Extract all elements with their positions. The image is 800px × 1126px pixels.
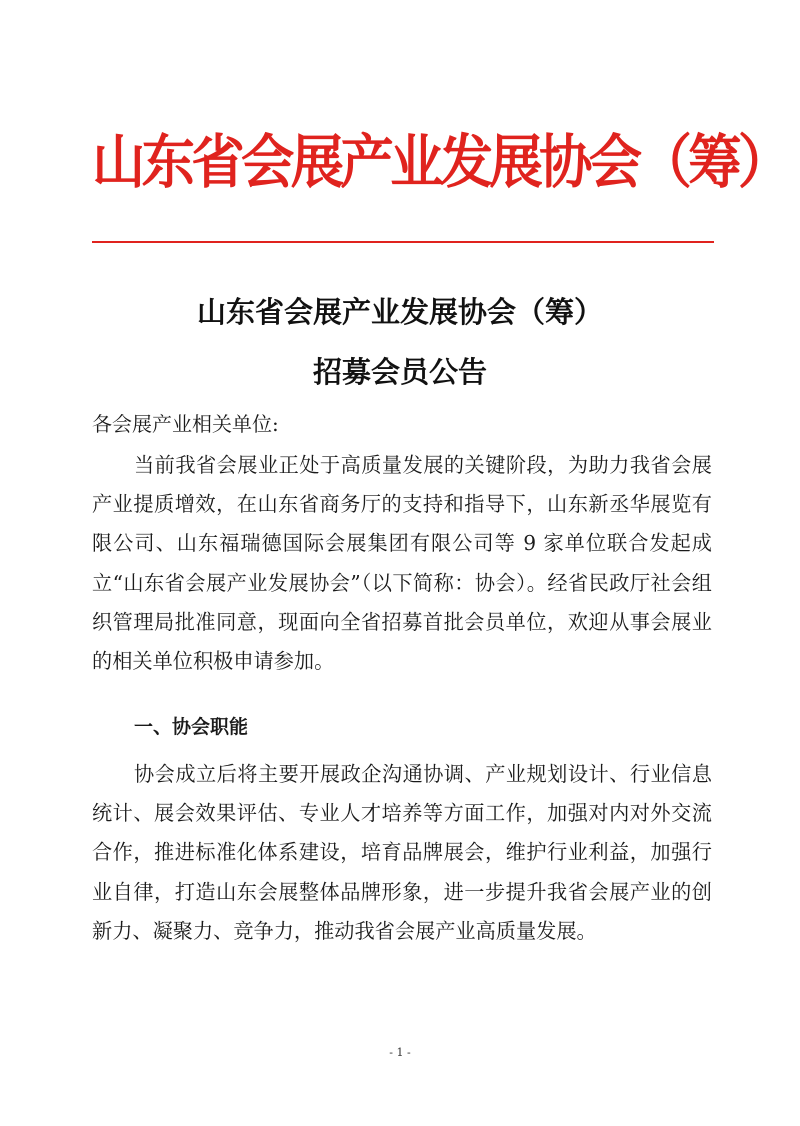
page-number: - 1 - xyxy=(389,1046,411,1059)
intro-paragraph: 当前我省会展业正处于高质量发展的关键阶段，为助力我省会展产业提质增效，在山东省商务厅的支持和指导下，山东新丞华展览有限公司、山东福瑞德国际会展集团有限公司等 9 家单位联合发起成立“山东省会展产业发展协会”（以下简称：协会）。经省民政厅社会组织管理局批准同意，现面向全省招募首批会员单位，欢迎从事会展业的相关单位积极申请参加。 xyxy=(92,453,712,674)
document-title: 山东省会展产业发展协会（筹） xyxy=(196,295,603,329)
document-subtitle: 招募会员公告 xyxy=(312,355,487,389)
letterhead-divider xyxy=(92,241,714,243)
letterhead-title: 山东省会展产业发展协会（筹） xyxy=(92,128,788,196)
section-heading: 一、协会职能 xyxy=(134,716,249,738)
section-paragraph: 协会成立后将主要开展政企沟通协调、产业规划设计、行业信息统计、展会效果评估、专业人才培养等方面工作，加强对内对外交流合作，推进标准化体系建设，培育品牌展会，维护行业利益，加强行业自律，打造山东会展整体品牌形象，进一步提升我省会展产业的创新力、凝聚力、竞争力，推动我省会展产业高质量发展。 xyxy=(92,762,712,943)
salutation: 各会展产业相关单位: xyxy=(92,412,279,436)
